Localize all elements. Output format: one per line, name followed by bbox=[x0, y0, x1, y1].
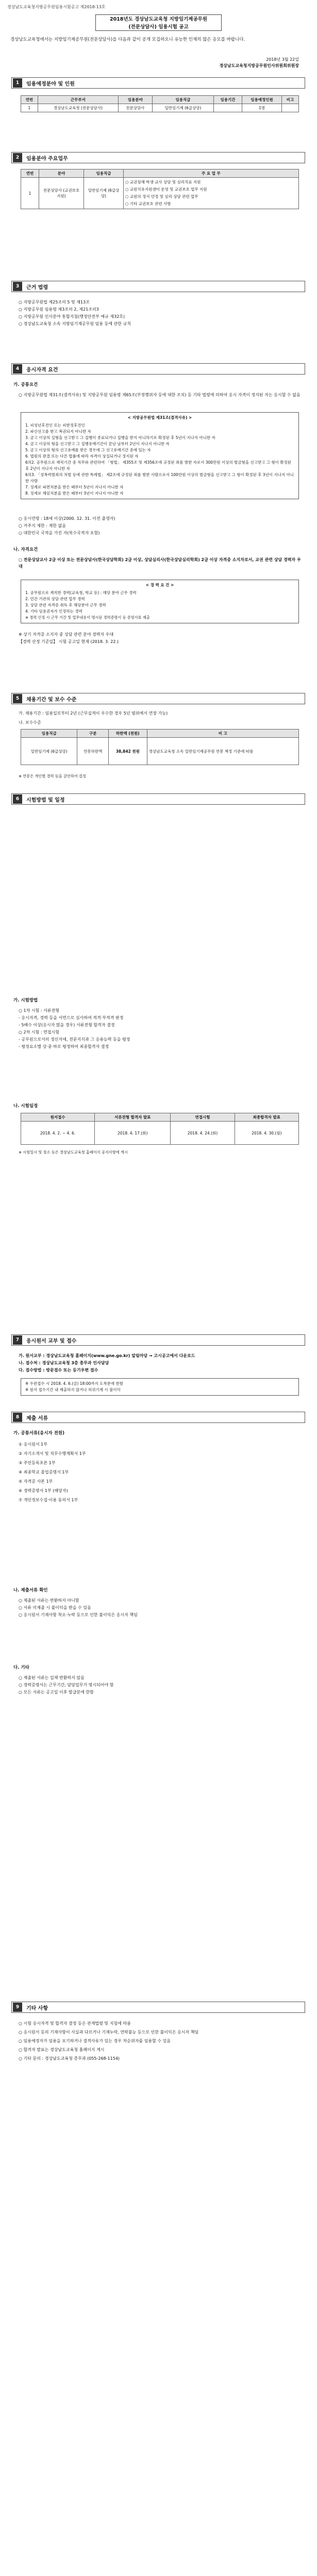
list-item: 가. 원서교부 : 경상남도교육청 홈페이지(www.gne.go.kr) 알림마당 → 고시공고에서 다운로드 bbox=[19, 1353, 195, 1358]
table-row bbox=[21, 738, 299, 765]
th-duties: 주 요 업 무 bbox=[124, 170, 299, 178]
th-field: 임용분야 bbox=[118, 96, 152, 104]
title-line-1: 2018년도 경상남도교육청 지방임기제공무원 bbox=[109, 16, 208, 22]
section-number: 1 bbox=[13, 78, 22, 88]
cell: 연봉하한액 bbox=[77, 738, 109, 765]
section-number: 2 bbox=[13, 153, 22, 162]
th-doc-result: 서류전형 합격자 발표 bbox=[95, 1113, 171, 1122]
table-row bbox=[21, 1122, 299, 1145]
th-type: 구분 bbox=[77, 730, 109, 738]
duties-table bbox=[21, 169, 299, 209]
salary-table bbox=[21, 729, 299, 765]
th-period: 임용기간 bbox=[214, 96, 242, 104]
table-header-row bbox=[21, 96, 299, 104]
schedule-table bbox=[21, 1113, 299, 1145]
page-title bbox=[95, 14, 222, 31]
list-item: 나. 접수처 : 경상남도교육청 3층 총무과 인사담당 bbox=[19, 1361, 109, 1365]
cell: 2018. 4. 30.(월) bbox=[235, 1122, 298, 1145]
docs-check-label: 나. 제출서류 확인 bbox=[13, 1588, 48, 1593]
th-dept: 근무부서 bbox=[38, 96, 118, 104]
eligibility-list bbox=[19, 515, 302, 537]
list-item: ⑥ 경력증명서 1부 (해당자) bbox=[19, 1488, 68, 1493]
qualification-text: ○ 전문상담교사 2급 이상 또는 전문상담사(한국상담학회) 2급 이상, 상담심리사(한국상담심리학회) 2급 이상 자격증 소지자로서, 교권 관련 상담 경력자 우대 bbox=[19, 557, 301, 569]
box-title: < 경 력 요 건 > bbox=[145, 583, 174, 587]
exam-method-label: 가. 시험방법 bbox=[13, 998, 38, 1003]
section-3-header bbox=[11, 281, 305, 292]
cell bbox=[282, 104, 299, 112]
qualification-label: 나. 자격요건 bbox=[13, 547, 38, 552]
list-item: 6의2. 공무원으로 재직기간 중 직무와 관련하여 「형법」 제355조 및 제356조에 규정된 죄를 범한 자로서 300만원 이상의 벌금형을 선고받고 그 형이 확정된 후 2년이 지나지 아니한 자 bbox=[25, 460, 292, 471]
th-note: 비고 bbox=[282, 96, 299, 104]
list-item: ○ 경력증명서는 근무기간, 담당업무가 명시되어야 함 bbox=[19, 1683, 114, 1687]
th-note: 비 고 bbox=[147, 730, 298, 738]
list-item: - 평정요소별 상·중·하로 평정하여 최종합격자 결정 bbox=[19, 1044, 109, 1049]
cell: 일반임기제 (6급상당) bbox=[21, 738, 77, 765]
list-item: ② 자기소개서 및 직무수행계획서 1부 bbox=[19, 1451, 86, 1456]
list-item: ○ 거주지 제한 : 제한 없음 bbox=[19, 523, 66, 528]
list-item: ○ 지방공무원 임용령 제3조의 2, 제21조의3 bbox=[19, 307, 99, 312]
cell: 2018. 4. 24.(화) bbox=[171, 1122, 235, 1145]
section-number: 7 bbox=[13, 1335, 22, 1345]
docs-etc-label: 다. 기타 bbox=[13, 1665, 29, 1670]
cell: 전문상담사 bbox=[118, 104, 152, 112]
th-grade: 임용직급 bbox=[152, 96, 213, 104]
cell bbox=[214, 104, 242, 112]
pay-label: 나. 보수수준 bbox=[19, 720, 41, 725]
application-list bbox=[19, 1352, 302, 1374]
list-item: 3. 상담 관련 자격증 취득 후 해당분야 근무 경력 bbox=[25, 603, 106, 607]
cell: 경상남도교육청 (전문상담사) bbox=[38, 104, 118, 112]
section-number: 3 bbox=[13, 282, 22, 291]
section-6-header bbox=[11, 793, 305, 805]
application-note-box bbox=[21, 1378, 299, 1396]
list-item: ○ 지방공무원법 제25조의 5 및 제13조 bbox=[19, 300, 90, 304]
list-item: 5. 금고 이상의 형의 선고유예를 받은 경우에 그 선고유예기간 중에 있는 자 bbox=[25, 448, 151, 452]
th-grade: 임용직급 bbox=[84, 170, 124, 178]
list-item: - 5배수 이상(응시자 많을 경우) 서류전형 합격자 결정 bbox=[19, 1023, 115, 1027]
list-item: 1. 공무원으로 재직한 경력(교육청, 학교 등) : 해당 분야 근무 경력 bbox=[25, 590, 137, 595]
list-item: ※ 원서 접수기간 내 제출하지 않거나 허위기재 시 불이익 bbox=[25, 1387, 121, 1392]
list-item: ○ 합격자 발표는 경상남도교육청 홈페이지 게시 bbox=[19, 2047, 105, 2052]
list-item: ○ 2차 시험 : 면접시험 bbox=[19, 1030, 60, 1035]
section-5-header bbox=[11, 693, 305, 704]
list-item: 6. 법원의 판결 또는 다른 법률에 따라 자격이 상실되거나 정지된 자 bbox=[25, 454, 139, 459]
exam-method-list bbox=[19, 1007, 302, 1050]
cell: 1 bbox=[21, 104, 38, 112]
section-title: 시험방법 및 일정 bbox=[26, 797, 65, 803]
list-item: ○ 기타 문의 : 경상남도교육청 총무과 (055-268-1154) bbox=[19, 2056, 120, 2061]
title-line-2: (전문상담사) 임용시험 공고 bbox=[128, 24, 189, 30]
docs-check-list bbox=[19, 1597, 302, 1619]
cell: 일반임기제 (6급상당) bbox=[152, 104, 213, 112]
disqualification-box bbox=[21, 412, 299, 499]
list-item: ⑤ 자격증 사본 1부 bbox=[19, 1479, 53, 1484]
list-item: 8. 징계로 해임처분을 받은 때부터 3년이 지나지 아니한 자 bbox=[25, 491, 124, 496]
section-title: 응시원서 교부 및 접수 bbox=[26, 1338, 77, 1344]
cell: 2018. 4. 17.(화) bbox=[95, 1122, 171, 1145]
list-item: ○ 제출된 서류는 일체 반환하지 않음 bbox=[19, 1675, 85, 1680]
list-item: ③ 주민등록초본 1부 bbox=[19, 1461, 56, 1465]
table-row bbox=[21, 104, 299, 112]
positions-table bbox=[21, 95, 299, 112]
th-final: 최종합격자 발표 bbox=[235, 1113, 298, 1122]
th-interview: 면접시험 bbox=[171, 1113, 235, 1122]
table-row bbox=[21, 178, 299, 209]
section-7-header bbox=[11, 1334, 305, 1346]
cell: 38,842 천원 bbox=[109, 738, 147, 765]
list-item: 다. 접수방법 : 방문접수 또는 등기우편 접수 bbox=[19, 1368, 98, 1372]
list-item: ○ 시험 응시자격 및 합격자 결정 등은 관계법령 및 지침에 따름 bbox=[19, 2021, 131, 2026]
salary-note: ※ 연봉은 개인별 경력 등을 감안하여 결정 bbox=[19, 774, 86, 778]
common-docs-label: 가. 공통서류(응시자 전원) bbox=[13, 1431, 65, 1436]
intro-text: 경상남도교육청에서는 지방임기제공무원(전문상담사)을 다음과 같이 공개 모집하오니 유능한 인재의 많은 응모를 바랍니다. bbox=[10, 37, 245, 42]
th-no: 연번 bbox=[21, 96, 38, 104]
list-item: ○ 1차 시험 : 서류전형 bbox=[19, 1008, 60, 1013]
cell: 전문상담사 (교권보호 지원) bbox=[39, 178, 84, 209]
section-title: 제출 서류 bbox=[26, 1415, 48, 1421]
common-req-label: 가. 공통요건 bbox=[13, 382, 38, 387]
list-item: ④ 최종학교 졸업증명서 1부 bbox=[19, 1470, 69, 1475]
th-field: 분야 bbox=[39, 170, 84, 178]
box-note: ※ 경력 인정 시 근무 기간 및 업무내용이 명시된 경력증명서 등 증빙서류 제출 bbox=[25, 615, 150, 620]
career-requirements-box bbox=[21, 580, 299, 623]
common-req-text bbox=[19, 392, 302, 399]
list-item: 1. 피성년후견인 또는 피한정후견인 bbox=[25, 423, 85, 428]
section-title: 채용기간 및 보수 수준 bbox=[26, 697, 77, 703]
announcement-date: 2018년 3월 22일 bbox=[266, 57, 299, 62]
misc-list bbox=[19, 2020, 302, 2063]
th-grade: 임용직급 bbox=[21, 730, 77, 738]
th-no: 연번 bbox=[21, 170, 39, 178]
list-item: 7. 징계로 파면처분을 받은 때부터 5년이 지나지 아니한 자 bbox=[25, 485, 124, 489]
career-notes bbox=[19, 631, 302, 646]
list-item: ○ 경상남도교육청 소속 지방임기제공무원 임용 등에 관한 규칙 bbox=[19, 321, 131, 326]
section-number: 5 bbox=[13, 694, 22, 703]
issuing-organization: 경상남도교육청지방공무원인사위원회위원장 bbox=[219, 63, 299, 68]
list-item: 4. 금고 이상의 형을 선고받고 그 집행유예기간이 끝난 날부터 2년이 지나지 아니한 자 bbox=[25, 442, 170, 446]
cell: 경상남도교육청 소속 일반임기제공무원 연봉 책정 기준에 따름 bbox=[147, 738, 298, 765]
section-number: 9 bbox=[13, 2003, 22, 2012]
schedule-note: ※ 시험일시 및 장소 등은 경상남도교육청 홈페이지 공지사항에 게시 bbox=[19, 1150, 128, 1155]
section-number: 8 bbox=[13, 1413, 22, 1422]
section-title: 근거 법령 bbox=[26, 284, 48, 291]
laws-list bbox=[19, 299, 302, 328]
schedule-label: 나. 시험일정 bbox=[13, 1104, 38, 1109]
list-item: ○ 지방공무원법 제31조(결격사유) 및 지방공무원 임용령 제65조(부정행위자 등에 대한 조치) 등 기타 법령에 의하여 응시 자격이 정지된 자는 응시할 수 없음 bbox=[19, 393, 301, 397]
cell: 2018. 4. 2. ~ 4. 6. bbox=[21, 1122, 95, 1145]
list-item: ⑦ 개인정보수집·이용 동의서 1부 bbox=[19, 1498, 78, 1502]
list-item: ○ 모든 서류는 공고일 이후 발급분에 한함 bbox=[19, 1690, 94, 1694]
section-1-header bbox=[11, 77, 305, 89]
list-item: ○ 대한민국 국적을 가진 자(복수국적자 포함) bbox=[19, 531, 100, 535]
common-docs-list bbox=[19, 1440, 302, 1505]
th-apply: 원서접수 bbox=[21, 1113, 95, 1122]
section-title: 기타 사항 bbox=[26, 2005, 48, 2011]
th-count: 임용예정인원 bbox=[242, 96, 281, 104]
section-9-header bbox=[11, 2002, 305, 2013]
list-item: 3. 금고 이상의 실형을 선고받고 그 집행이 종료되거나 집행을 받지 아니하기로 확정된 후 5년이 지나지 아니한 자 bbox=[25, 435, 215, 440]
list-item: ① 응시원서 1부 bbox=[19, 1442, 47, 1447]
list-item: ○ 서류 미제출 시 불이익을 받을 수 있음 bbox=[19, 1605, 91, 1610]
list-item: 4. 기타 임용권자가 인정하는 경력 bbox=[25, 609, 82, 614]
list-item: ○ 제출된 서류는 반환하지 아니함 bbox=[19, 1598, 79, 1603]
list-item: ○ 응시원서 등의 기재사항이 사실과 다르거나 기재누락, 연락불능 등으로 인한 불이익은 응시자 책임 bbox=[19, 2030, 199, 2035]
list-item: 6의3. 「성폭력범죄의 처벌 등에 관한 특례법」 제2조에 규정된 죄를 범한 사람으로서 100만원 이상의 벌금형을 선고받고 그 형이 확정된 후 3년이 지나지 아니한 사람 bbox=[25, 472, 294, 483]
list-item: ○ 응시원서 기재사항 착오·누락 등으로 인한 불이익은 응시자 책임 bbox=[19, 1613, 138, 1617]
list-item: 2. 민간 기관의 상담 관련 업무 경력 bbox=[25, 597, 85, 601]
list-item: - 공무원으로서의 정신자세, 전문지식과 그 응용능력 등을 평정 bbox=[19, 1037, 130, 1042]
section-title: 임용예정분야 및 인원 bbox=[26, 81, 75, 87]
list-item: ※ 상기 자격증 소지자 중 상담 관련 분야 경력자 우대 bbox=[19, 632, 114, 637]
term-text: 가. 채용기간 : 임용일로부터 2년 (근무실적이 우수한 경우 5년 범위에서 연장 가능) bbox=[19, 711, 168, 716]
section-title: 응시자격 요건 bbox=[26, 367, 58, 373]
announcement-number: 경상남도교육청지방공무원임용시험공고 제2018-13호 bbox=[7, 5, 106, 9]
list-item: - 응시자격, 경력 등을 서면으로 심사하여 적격·부적격 판정 bbox=[19, 1015, 124, 1020]
docs-etc-list bbox=[19, 1674, 302, 1696]
list-item: 2. 파산선고를 받고 복권되지 아니한 자 bbox=[25, 429, 91, 434]
list-item: ※ 우편접수 시 2018. 4. 6.(금) 18:00까지 도착분에 한함 bbox=[25, 1381, 124, 1386]
cell: 1 bbox=[21, 178, 39, 209]
section-8-header bbox=[11, 1412, 305, 1423]
table-header-row bbox=[21, 170, 299, 178]
list-item: ○ 임용예정자가 임용을 포기하거나 결격사유가 있는 경우 차순위자를 임용할 수 있음 bbox=[19, 2039, 171, 2043]
box-title: < 지방공무원법 제31조(결격사유) > bbox=[127, 415, 192, 420]
table-header-row bbox=[21, 730, 299, 738]
list-item: 【경력 산정 기준일】 시험 공고일 현재 (2018. 3. 22.) bbox=[19, 639, 119, 644]
section-4-header bbox=[11, 363, 305, 375]
cell-duties: ○ 교권침해 학생·교사 상담 및 심리치료 지원 ○ 교원치유지원센터 운영 및 교권보호 업무 지원 ○ 교원의 정서 안정 및 심리 상담 관련 업무 ○ 기타 교권보호 관련 사항 bbox=[124, 178, 299, 209]
section-number: 6 bbox=[13, 794, 22, 804]
section-2-header bbox=[11, 152, 305, 163]
list-item: ○ 지방공무원 인사분야 통합지침(행정안전부 예규 제32호) bbox=[19, 314, 125, 319]
th-min: 하한액 (천원) bbox=[109, 730, 147, 738]
table-header-row bbox=[21, 1113, 299, 1122]
list-item: ○ 응시연령 : 18세 이상(2000. 12. 31. 이전 출생자) bbox=[19, 516, 115, 521]
cell: 일반임기제 (6급상당) bbox=[84, 178, 124, 209]
section-number: 4 bbox=[13, 364, 22, 374]
cell: 1명 bbox=[242, 104, 281, 112]
section-title: 임용분야 주요업무 bbox=[26, 156, 68, 162]
